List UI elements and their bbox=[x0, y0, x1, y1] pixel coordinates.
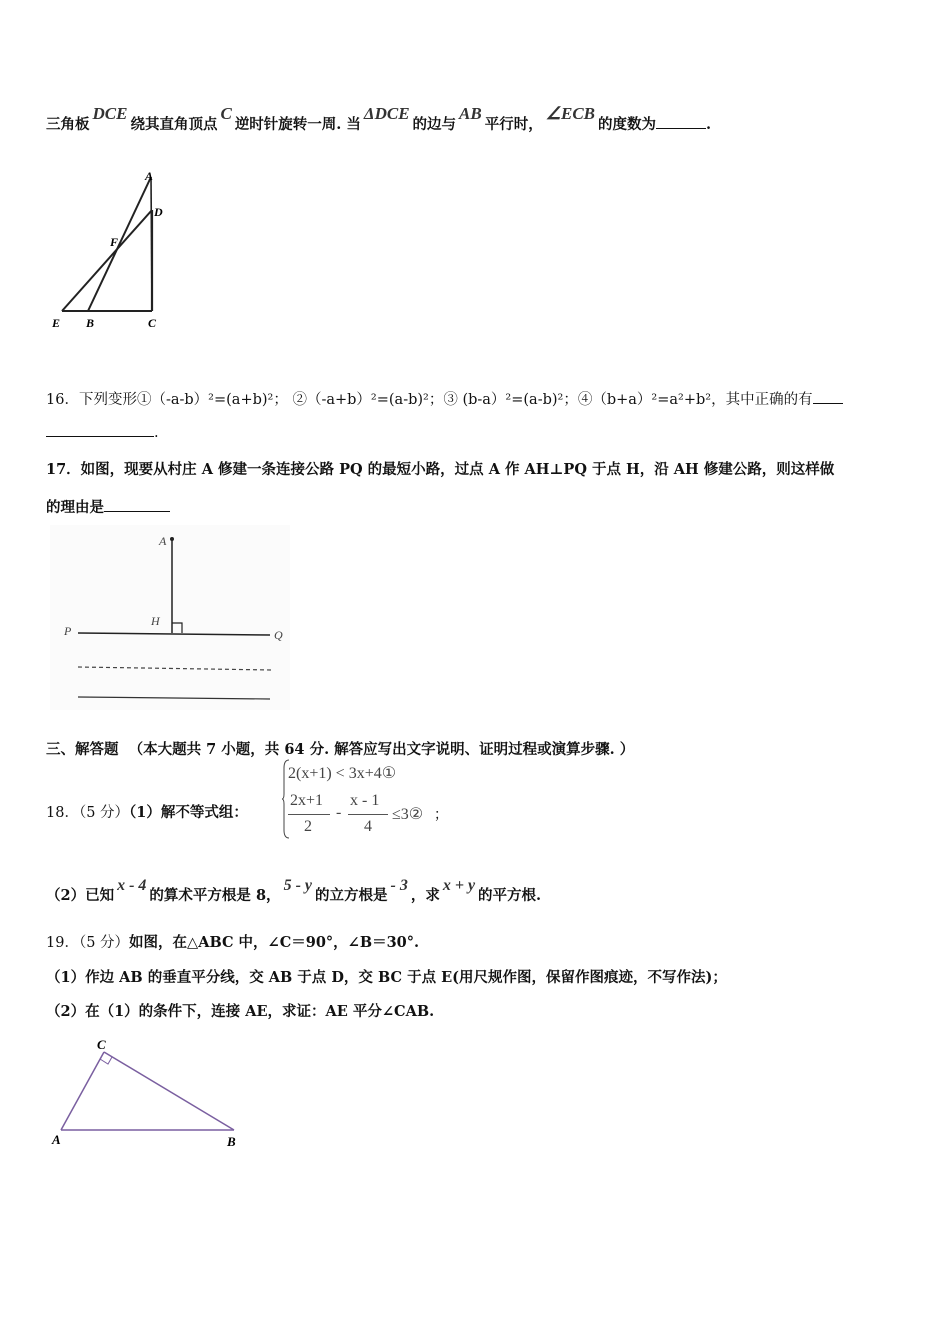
math-c: C bbox=[220, 104, 232, 123]
q19-text-1: 如图，在△ABC 中，∠C＝90°，∠B＝30°. bbox=[129, 934, 420, 951]
inequality-rhs: ≤3② bbox=[392, 806, 424, 823]
q18-part2-line bbox=[46, 877, 542, 905]
label-b: B bbox=[227, 1134, 236, 1149]
q19-line-3 bbox=[46, 1000, 434, 1021]
q18-part2-b: 的算术平方根是 8， bbox=[149, 887, 281, 904]
math-5-minus-y: 5 - y bbox=[283, 877, 312, 894]
q16-line bbox=[46, 388, 843, 409]
q19-line-1 bbox=[46, 931, 419, 952]
q19-line-2 bbox=[46, 966, 727, 987]
q18-prefix: 18．（5 分） bbox=[46, 805, 130, 821]
answer-blank[interactable] bbox=[46, 424, 154, 437]
q15-triangle-figure bbox=[48, 168, 178, 338]
fraction-bar bbox=[348, 814, 388, 815]
q15-end: . bbox=[706, 116, 712, 133]
label-c: C bbox=[97, 1037, 106, 1052]
q17-text: 17．如图，现要从村庄 A 修建一条连接公路 PQ 的最短小路，过点 A 作 AH⊥PQ 于点 H，沿 AH 修建公路，则这样做 bbox=[46, 461, 835, 478]
label-p: P bbox=[64, 624, 72, 638]
q19-text-3: （2）在（1）的条件下，连接 AE，求证：AE 平分∠CAB. bbox=[46, 1003, 435, 1020]
label-h: H bbox=[151, 614, 160, 628]
answer-blank[interactable] bbox=[104, 499, 170, 512]
label-q: Q bbox=[274, 628, 283, 642]
label-e: E bbox=[52, 316, 61, 330]
math-x-plus-y: x + y bbox=[442, 877, 476, 894]
fraction-2-num: x - 1 bbox=[350, 792, 380, 809]
q18-part2-c: 的立方根是 bbox=[315, 887, 388, 904]
q16-text: 16．下列变形①（-a-b）²=(a+b)²； ②（-a+b）²=(a-b)²；③ (b-a）²=(a-b)²；④（b+a）²=a²+b²，其中正确的有 bbox=[46, 392, 813, 408]
q15-text-5: 平行时， bbox=[484, 116, 543, 133]
q15-text-4: 的边与 bbox=[412, 116, 457, 133]
answer-blank[interactable] bbox=[813, 391, 843, 404]
section-note: （本大题共 7 小题，共 64 分. 解答应写出文字说明、证明过程或演算步骤. ） bbox=[128, 741, 635, 758]
q15-line bbox=[46, 104, 712, 134]
answer-blank[interactable] bbox=[656, 116, 706, 129]
q17-line-2 bbox=[46, 496, 170, 517]
inequality-1: 2(x+1) < 3x+4① bbox=[288, 765, 397, 782]
q18-part2-d: ，求 bbox=[410, 887, 440, 904]
q18-part1: （1）解不等式组： bbox=[129, 804, 248, 821]
q19-triangle-figure bbox=[48, 1035, 248, 1155]
fraction-1-den: 2 bbox=[304, 818, 312, 835]
q17-line bbox=[46, 458, 834, 479]
minus-sign: - bbox=[336, 804, 342, 821]
label-a: A bbox=[145, 169, 154, 183]
section-3-heading bbox=[46, 738, 634, 759]
q15-text-3: 逆时针旋转一周. 当 bbox=[234, 116, 361, 133]
math-triangle-dce: ΔDCE bbox=[363, 104, 410, 123]
q16-end: . bbox=[154, 425, 159, 441]
math-dce: DCE bbox=[92, 104, 128, 123]
q19-text-2: （1）作边 AB 的垂直平分线，交 AB 于点 D，交 BC 于点 E(用尺规作图，保留作图痕迹，不写作法)； bbox=[46, 969, 727, 986]
q18-line bbox=[46, 801, 248, 822]
q18-part2-e: 的平方根. bbox=[478, 887, 542, 904]
label-a: A bbox=[159, 534, 167, 548]
label-d: D bbox=[154, 205, 163, 219]
q17-road-figure bbox=[50, 525, 290, 710]
label-c: C bbox=[148, 316, 157, 330]
math-ab: AB bbox=[459, 104, 482, 123]
q16-line-2 bbox=[46, 424, 159, 441]
section-title: 三、解答题 bbox=[46, 741, 119, 758]
fraction-1-num: 2x+1 bbox=[290, 792, 324, 809]
semicolon: ； bbox=[434, 808, 448, 823]
label-f: F bbox=[110, 235, 119, 249]
inequality-system bbox=[282, 758, 448, 840]
math-x-minus-4: x - 4 bbox=[117, 877, 147, 894]
label-b: B bbox=[86, 316, 95, 330]
q17-text-2: 的理由是 bbox=[46, 499, 104, 516]
q15-text-6: 的度数为 bbox=[598, 116, 656, 133]
math-minus-3: - 3 bbox=[390, 877, 408, 894]
q15-text-2: 绕其直角顶点 bbox=[130, 116, 218, 133]
math-angle-ecb: ∠ECB bbox=[545, 104, 595, 123]
q15-text-1: 三角板 bbox=[46, 116, 90, 133]
fraction-2-den: 4 bbox=[364, 818, 372, 835]
fraction-bar bbox=[288, 814, 330, 815]
q19-prefix: 19．（5 分） bbox=[46, 935, 130, 951]
q18-part2-a: （2）已知 bbox=[46, 887, 115, 904]
label-a: A bbox=[52, 1132, 61, 1147]
